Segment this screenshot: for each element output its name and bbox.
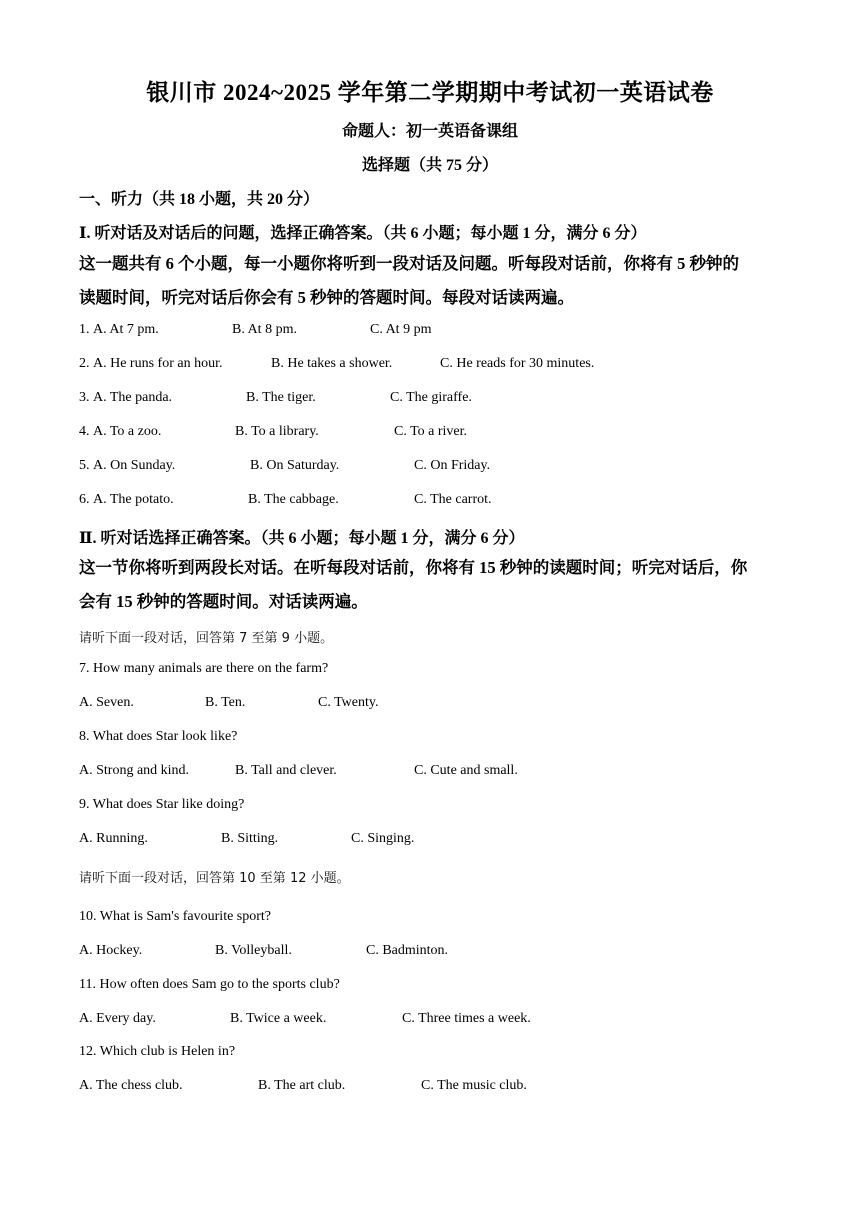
option-a: A. Strong and kind. bbox=[79, 763, 190, 778]
option-a: A. Running. bbox=[79, 831, 148, 846]
part-one-heading: 一、听力（共 18 小题，共 20 分） bbox=[79, 191, 320, 208]
question-12-stem: 12. Which club is Helen in? bbox=[79, 1044, 236, 1059]
option-c: C. The carrot. bbox=[414, 492, 492, 507]
option-a: A. Hockey. bbox=[79, 943, 143, 958]
option-c: C. He reads for 30 minutes. bbox=[440, 356, 595, 371]
option-a: A. At 7 pm. bbox=[93, 322, 159, 337]
instruction-line: 这一节你将听到两段长对话。在听每段对话前，你将有 15 秒钟的读题时间；听完对话后，你 bbox=[79, 558, 748, 577]
option-a: A. The potato. bbox=[93, 492, 174, 507]
option-c: C. Singing. bbox=[351, 831, 415, 846]
question-number: 1. bbox=[79, 322, 90, 337]
question-number: 2. bbox=[79, 356, 90, 371]
option-b: B. Ten. bbox=[205, 695, 246, 710]
option-a: A. The chess club. bbox=[79, 1078, 183, 1093]
option-a: A. He runs for an hour. bbox=[93, 356, 223, 371]
option-b: B. The cabbage. bbox=[248, 492, 339, 507]
question-11-stem: 11. How often does Sam go to the sports club? bbox=[79, 977, 340, 992]
option-b: B. The art club. bbox=[258, 1078, 346, 1093]
option-c: C. Twenty. bbox=[318, 695, 379, 710]
option-c: C. To a river. bbox=[394, 424, 468, 439]
question-9-stem: 9. What does Star like doing? bbox=[79, 797, 245, 812]
option-b: B. Twice a week. bbox=[230, 1011, 327, 1026]
question-7-stem: 7. How many animals are there on the farm? bbox=[79, 661, 329, 676]
option-b: B. Sitting. bbox=[221, 831, 279, 846]
question-number: 5. bbox=[79, 458, 90, 473]
option-c: C. Cute and small. bbox=[414, 763, 518, 778]
option-b: B. On Saturday. bbox=[250, 458, 340, 473]
option-a: A. The panda. bbox=[93, 390, 173, 405]
option-a: A. To a zoo. bbox=[93, 424, 162, 439]
section-label: 选择题（共 75 分） bbox=[361, 157, 498, 174]
exam-title: 银川市 2024~2025 学年第二学期期中考试初一英语试卷 bbox=[146, 80, 714, 105]
option-b: B. He takes a shower. bbox=[271, 356, 393, 371]
dialogue-note: 请听下面一段对话，回答第 10 至第 12 小题。 bbox=[79, 871, 350, 886]
section-one-heading: Ⅰ. 听对话及对话后的问题，选择正确答案。（共 6 小题；每小题 1 分，满分 6 分） bbox=[79, 225, 647, 242]
option-b: B. The tiger. bbox=[246, 390, 316, 405]
option-c: C. Badminton. bbox=[366, 943, 449, 958]
question-8-stem: 8. What does Star look like? bbox=[79, 729, 238, 744]
instruction-line: 读题时间，听完对话后你会有 5 秒钟的答题时间。每段对话读两遍。 bbox=[79, 288, 574, 307]
question-number: 4. bbox=[79, 424, 90, 439]
option-b: B. To a library. bbox=[235, 424, 319, 439]
option-b: B. Tall and clever. bbox=[235, 763, 337, 778]
option-a: A. Every day. bbox=[79, 1011, 156, 1026]
option-c: C. At 9 pm bbox=[370, 322, 432, 337]
instruction-line: 会有 15 秒钟的答题时间。对话读两遍。 bbox=[79, 592, 368, 611]
option-c: C. The music club. bbox=[421, 1078, 527, 1093]
option-a: A. On Sunday. bbox=[93, 458, 176, 473]
instruction-line: 这一题共有 6 个小题，每一小题你将听到一段对话及问题。听每段对话前，你将有 5 秒钟的 bbox=[79, 254, 739, 273]
question-number: 6. bbox=[79, 492, 90, 507]
question-10-stem: 10. What is Sam's favourite sport? bbox=[79, 909, 272, 924]
option-c: C. Three times a week. bbox=[402, 1011, 531, 1026]
section-two-instruction bbox=[79, 551, 784, 619]
option-a: A. Seven. bbox=[79, 695, 134, 710]
option-c: C. The giraffe. bbox=[390, 390, 472, 405]
section-two-heading: Ⅱ. 听对话选择正确答案。（共 6 小题；每小题 1 分，满分 6 分） bbox=[79, 530, 525, 547]
option-c: C. On Friday. bbox=[414, 458, 491, 473]
question-number: 3. bbox=[79, 390, 90, 405]
section-one-instruction bbox=[79, 247, 784, 315]
exam-author: 命题人：初一英语备课组 bbox=[341, 123, 518, 140]
option-b: B. Volleyball. bbox=[215, 943, 292, 958]
option-b: B. At 8 pm. bbox=[232, 322, 297, 337]
dialogue-note: 请听下面一段对话，回答第 7 至第 9 小题。 bbox=[79, 631, 334, 646]
